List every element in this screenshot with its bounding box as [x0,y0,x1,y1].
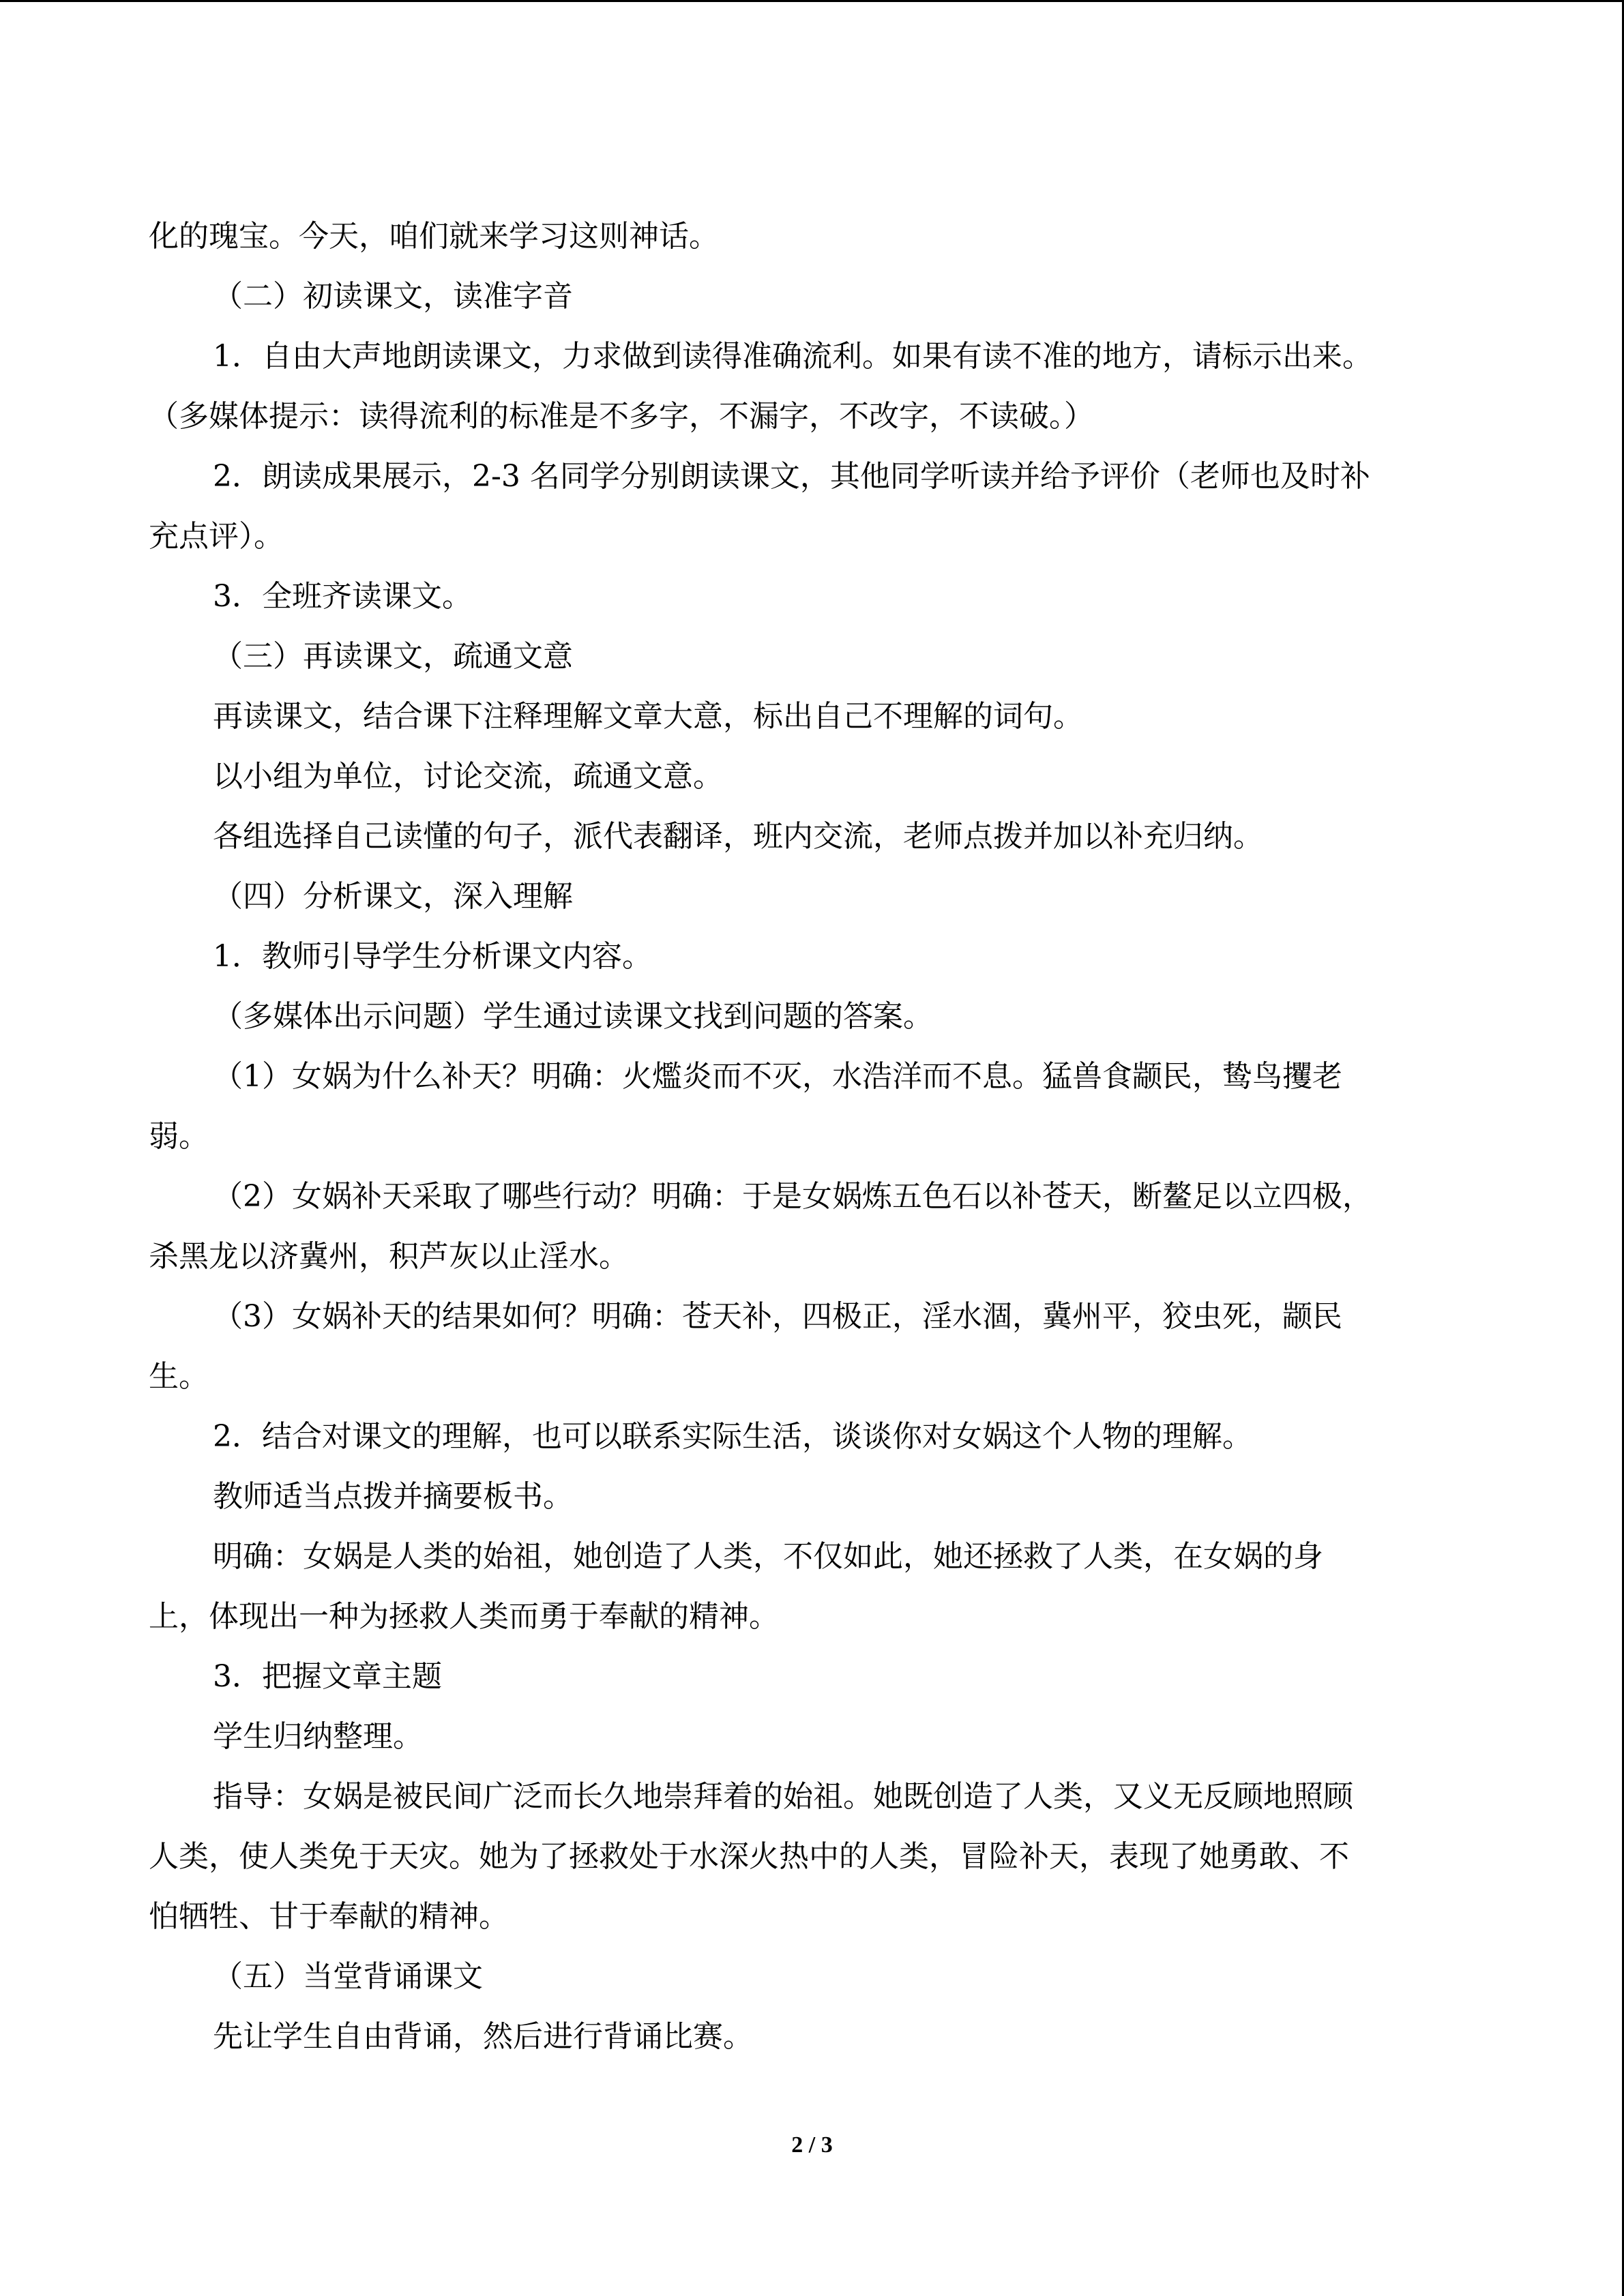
paragraph-line: 先让学生自由背诵，然后进行背诵比赛。 [213,2019,753,2054]
paragraph-line: （多媒体出示问题）学生通过读课文找到问题的答案。 [213,999,933,1034]
paragraph-line: （多媒体提示：读得流利的标准是不多字，不漏字，不改字，不读破。） [149,399,1094,434]
paragraph-line: （1）女娲为什么补天？明确：火爁炎而不灭，水浩洋而不息。猛兽食颛民，鸷鸟攫老 [213,1059,1342,1094]
paragraph-line: 1．自由大声地朗读课文，力求做到读得准确流利。如果有读不准的地方，请标示出来。 [213,339,1372,374]
section-heading: （四）分析课文，深入理解 [213,879,573,914]
section-heading: （二）初读课文，读准字音 [213,279,573,314]
paragraph-line: 上，体现出一种为拯救人类而勇于奉献的精神。 [149,1599,779,1634]
paragraph-line: （3）女娲补天的结果如何？明确：苍天补，四极正，淫水涸，冀州平，狡虫死，颛民 [213,1299,1342,1334]
section-heading: （五）当堂背诵课文 [213,1959,483,1994]
section-heading: （三）再读课文，疏通文意 [213,639,573,674]
paragraph-line: 1．教师引导学生分析课文内容。 [213,939,652,974]
paragraph-line: 弱。 [149,1119,209,1154]
paragraph-line: 3．把握文章主题 [213,1659,442,1694]
paragraph-line: 以小组为单位，讨论交流，疏通文意。 [213,759,723,794]
paragraph-line: 化的瑰宝。今天，咱们就来学习这则神话。 [149,219,719,254]
paragraph-line: 教师适当点拨并摘要板书。 [213,1479,573,1514]
paragraph-line: （2）女娲补天采取了哪些行动？明确：于是女娲炼五色石以补苍天，断鳌足以立四极， [213,1179,1372,1214]
paragraph-line: 各组选择自己读懂的句子，派代表翻译，班内交流，老师点拨并加以补充归纳。 [213,819,1263,854]
paragraph-line: 3．全班齐读课文。 [213,579,472,614]
paragraph-line: 生。 [149,1359,209,1394]
paragraph-line: 杀黑龙以济冀州，积芦灰以止淫水。 [149,1239,629,1274]
paragraph-line: 2．朗读成果展示，2-3 名同学分别朗读课文，其他同学听读并给予评价（老师也及时补 [213,459,1370,494]
paragraph-line: 人类，使人类免于天灾。她为了拯救处于水深火热中的人类，冒险补天，表现了她勇敢、不 [149,1839,1349,1874]
paragraph-line: 2．结合对课文的理解，也可以联系实际生活，谈谈你对女娲这个人物的理解。 [213,1419,1252,1454]
paragraph-line: 学生归纳整理。 [213,1719,423,1754]
paragraph-line: 明确：女娲是人类的始祖，她创造了人类，不仅如此，她还拯救了人类，在女娲的身 [213,1539,1323,1574]
paragraph-line: 再读课文，结合课下注释理解文章大意，标出自己不理解的词句。 [213,699,1083,734]
page-number: 2 / 3 [791,2132,833,2158]
paragraph-line: 怕牺牲、甘于奉献的精神。 [149,1899,509,1934]
paragraph-line: 充点评）。 [149,519,284,554]
paragraph-line: 指导：女娲是被民间广泛而长久地崇拜着的始祖。她既创造了人类，又义无反顾地照顾 [213,1779,1353,1814]
